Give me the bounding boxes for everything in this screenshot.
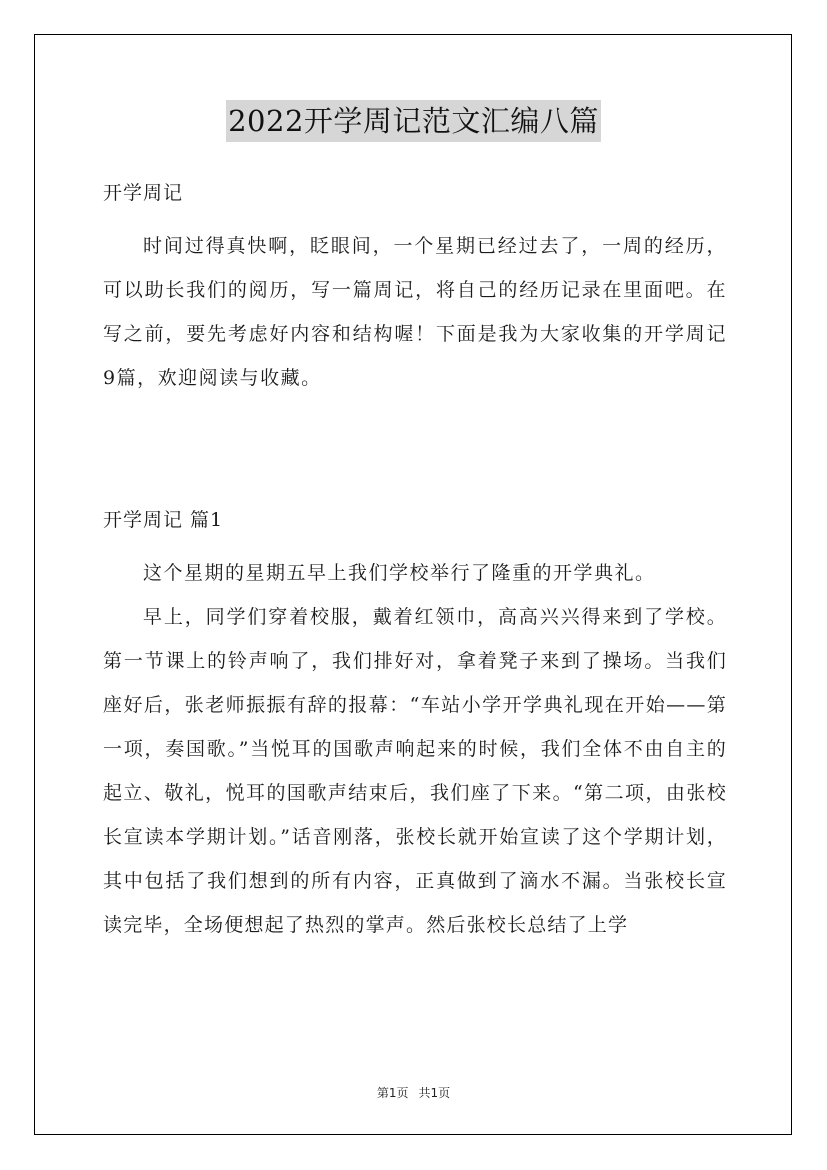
title-container (0, 100, 827, 142)
page-number-current: 第1页 (376, 1086, 409, 1100)
page-number-total: 共1页 (418, 1086, 451, 1100)
section-heading: 开学周记 (103, 182, 184, 204)
article-heading: 开学周记 篇1 (103, 509, 224, 531)
paragraph-2: 早上，同学们穿着校服，戴着红领巾，高高兴兴得来到了学校。第一节课上的铃声响了，我们排好对，拿着凳子来到了操场。当我们座好后，张老师振振有辞的报幕：“车站小学开学典礼现在开始——第一项，奏国歌。”当悦耳的国歌声响起来的时候，我们全体不由自主的起立、敬礼，悦耳的国歌声结束后，我们座了下来。“第二项，由张校长宣读本学期计划。”话音刚落，张校长就开始宣读了这个学期计划，其中包括了我们想到的所有内容，正真做到了滴水不漏。当张校长宣读完毕，全场便想起了热烈的掌声。然后张校长总结了上学 (103, 606, 727, 936)
intro-paragraph: 时间过得真快啊，眨眼间，一个星期已经过去了，一周的经历，可以助长我们的阅历，写一篇周记，将自己的经历记录在里面吧。在写之前，要先考虑好内容和结构喔！下面是我为大家收集的开学周记9篇，欢迎阅读与收藏。 (103, 235, 727, 389)
paragraph-1: 这个星期的星期五早上我们学校举行了隆重的开学典礼。 (143, 562, 656, 584)
document-title: 2022开学周记范文汇编八篇 (226, 100, 601, 142)
page-footer (0, 1084, 827, 1101)
